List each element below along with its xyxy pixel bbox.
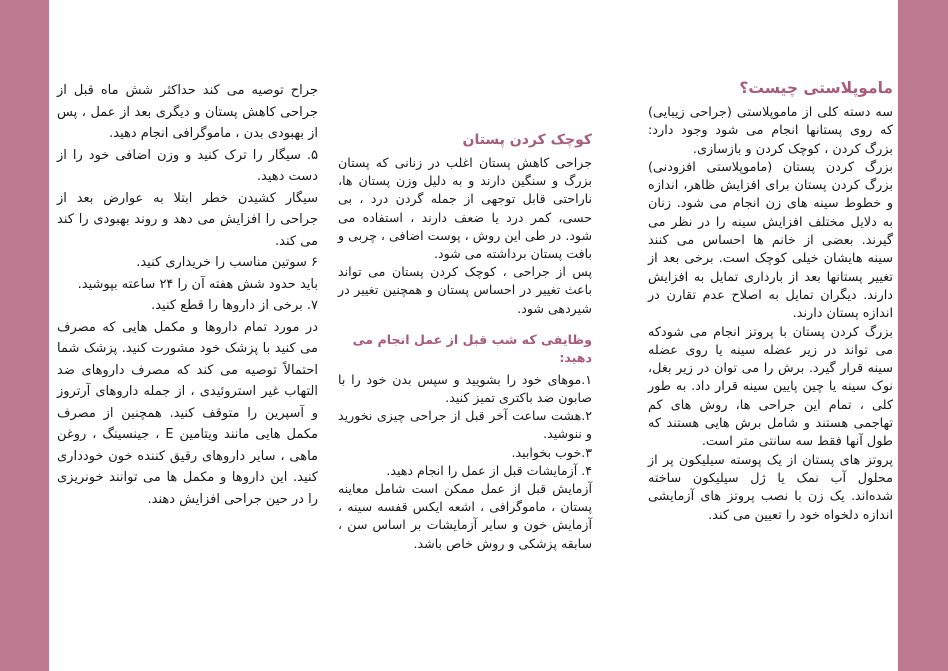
task-item: ۴. آزمایشات قبل از عمل را انجام دهید.: [386, 462, 592, 478]
advice-paragraph: ۵. سیگار را ترک کنید و وزن اضافی خود را از دست دهید.: [57, 147, 318, 184]
task-item: ۱.موهای خود را بشویید و سپس بدن خود را با صابون ضد باکتری تمیز کنید.: [338, 371, 592, 406]
mammoplasty-paragraph: بزرگ کردن پستان (ماموپلاستی افزودنی) بزرگ کردن پستان برای افزایش ظاهر، اندازه و خطوط سینه های زن انجام می شود. زنان به دلایل مختلف افزایش سینه را در نظر می گیرند. بعضی از خانم ها احساس می کنند سینه هایشان خیلی کوچک است. برخی بعد از تغییر پستانها بعد از بارداری تمایل به افزایش دارند. دیگران تمایل به اصلاح عدم تقارن در اندازه پستان دارند.: [648, 159, 893, 322]
advice-paragraph: ۶ سوتین مناسب را خریداری کنید.: [136, 255, 318, 270]
heading-pre-surgery-tasks: وظایفی که شب قبل از عمل انجام می دهید:: [352, 331, 592, 365]
advice-paragraph: ۷. برخی از داروها را قطع کنید.: [151, 298, 318, 313]
mammoplasty-paragraph: بزرگ کردن پستان با پروتز انجام می شودکه می تواند در زیر عضله سینه یا روی عضله سینه قرار گیرد. برش را می توان در زیر بغل، نوک سینه یا چین پایین سینه قرار داد. به طور کلی ، تمام این جراحی ها، روش های کم تهاجمی هستند و شامل برش هایی هستند که طول آنها فقط سه سانتی متر است.: [648, 324, 893, 450]
mammoplasty-paragraph: پروتز های پستان از یک پوسته سیلیکون پر از محلول آب نمک یا ژل سیلیکون ساخته شده‌اند. یک زن با نصب پروتز های آزمایشی اندازه دلخواه خود را تعیین می کند.: [648, 452, 893, 523]
mammoplasty-paragraph: سه دسته کلی از ماموپلاستی (جراحی زیبایی) که روی پستانها انجام می شود وجود دارد: بزرگ کردن ، کوچک کردن و بازسازی.: [648, 105, 893, 157]
reduction-paragraph: پس از جراحی ، کوچک کردن پستان می تواند باعث تغییر در احساس پستان و همچنین تغییر در شیردهی شود.: [338, 264, 592, 316]
reduction-paragraph: جراحی کاهش پستان اغلب در زنانی که پستان بزرگ و سنگین دارند و به دلیل وزن پستان ها، ناراحتی قابل توجهی از جمله گردن درد ، بی حسی، کمر درد یا ضعف دارند ، استفاده می شود. در طی این روش ، پوست اضافی ، چربی و بافت پستان برداشته می شود.: [338, 155, 592, 262]
advice-paragraph: در مورد تمام داروها و مکمل هایی که مصرف می کنید با پزشک خود مشورت کنید. پزشک شما احتمالاً توصیه می کند که مصرف داروهای ضد التهاب غیر استروئیدی ، از جمله داروهای آرتروز و آسپرین را متوقف کنید. همچنین از مصرف مکمل هایی مانند ویتامین E ، جینسینگ ، روغن ماهی ، سایر داروهای رقیق کننده خون خودداری کنید. این داروها و مکمل ها می توانند خونریزی را در حین جراحی افزایش دهند.: [57, 319, 318, 507]
advice-paragraph: جراح توصیه می کند حداکثر شش ماه قبل از جراحی کاهش پستان و دیگری بعد از عمل ، پس از بهبودی بدن ، ماموگرافی انجام دهید.: [57, 83, 318, 141]
panel-breast-reduction: [338, 131, 592, 553]
advice-paragraph: سیگار کشیدن خطر ابتلا به عوارض بعد از جراحی را افزایش می دهد و روند بهبودی را کند می کند.: [57, 190, 318, 249]
task-item: ۲.هشت ساعت آخر قبل از جراحی چیزی نخورید و ننوشید.: [338, 408, 592, 442]
advice-paragraph: باید حدود شش هفته آن را ۲۴ ساعته بپوشید.: [77, 276, 318, 292]
right-accent-band: [898, 0, 948, 671]
task-item: ۳.خوب بخوابید.: [511, 444, 592, 460]
tasks-paragraph: آزمایش قبل از عمل ممکن است شامل معاینه پستان ، ماموگرافی ، اشعه ایکس قفسه سینه ، آزمایش خون و سایر آزمایشات بر اساس سن ، سابقه پزشکی و روش خاص باشد.: [338, 481, 592, 551]
heading-what-is-mammoplasty: ماموپلاستی چیست؟: [739, 79, 893, 97]
panel-what-is-mammoplasty: [648, 78, 893, 525]
left-accent-band: [0, 0, 49, 671]
heading-breast-reduction: کوچک کردن پستان: [462, 132, 592, 148]
panel-pre-surgery-advice: [57, 80, 318, 510]
